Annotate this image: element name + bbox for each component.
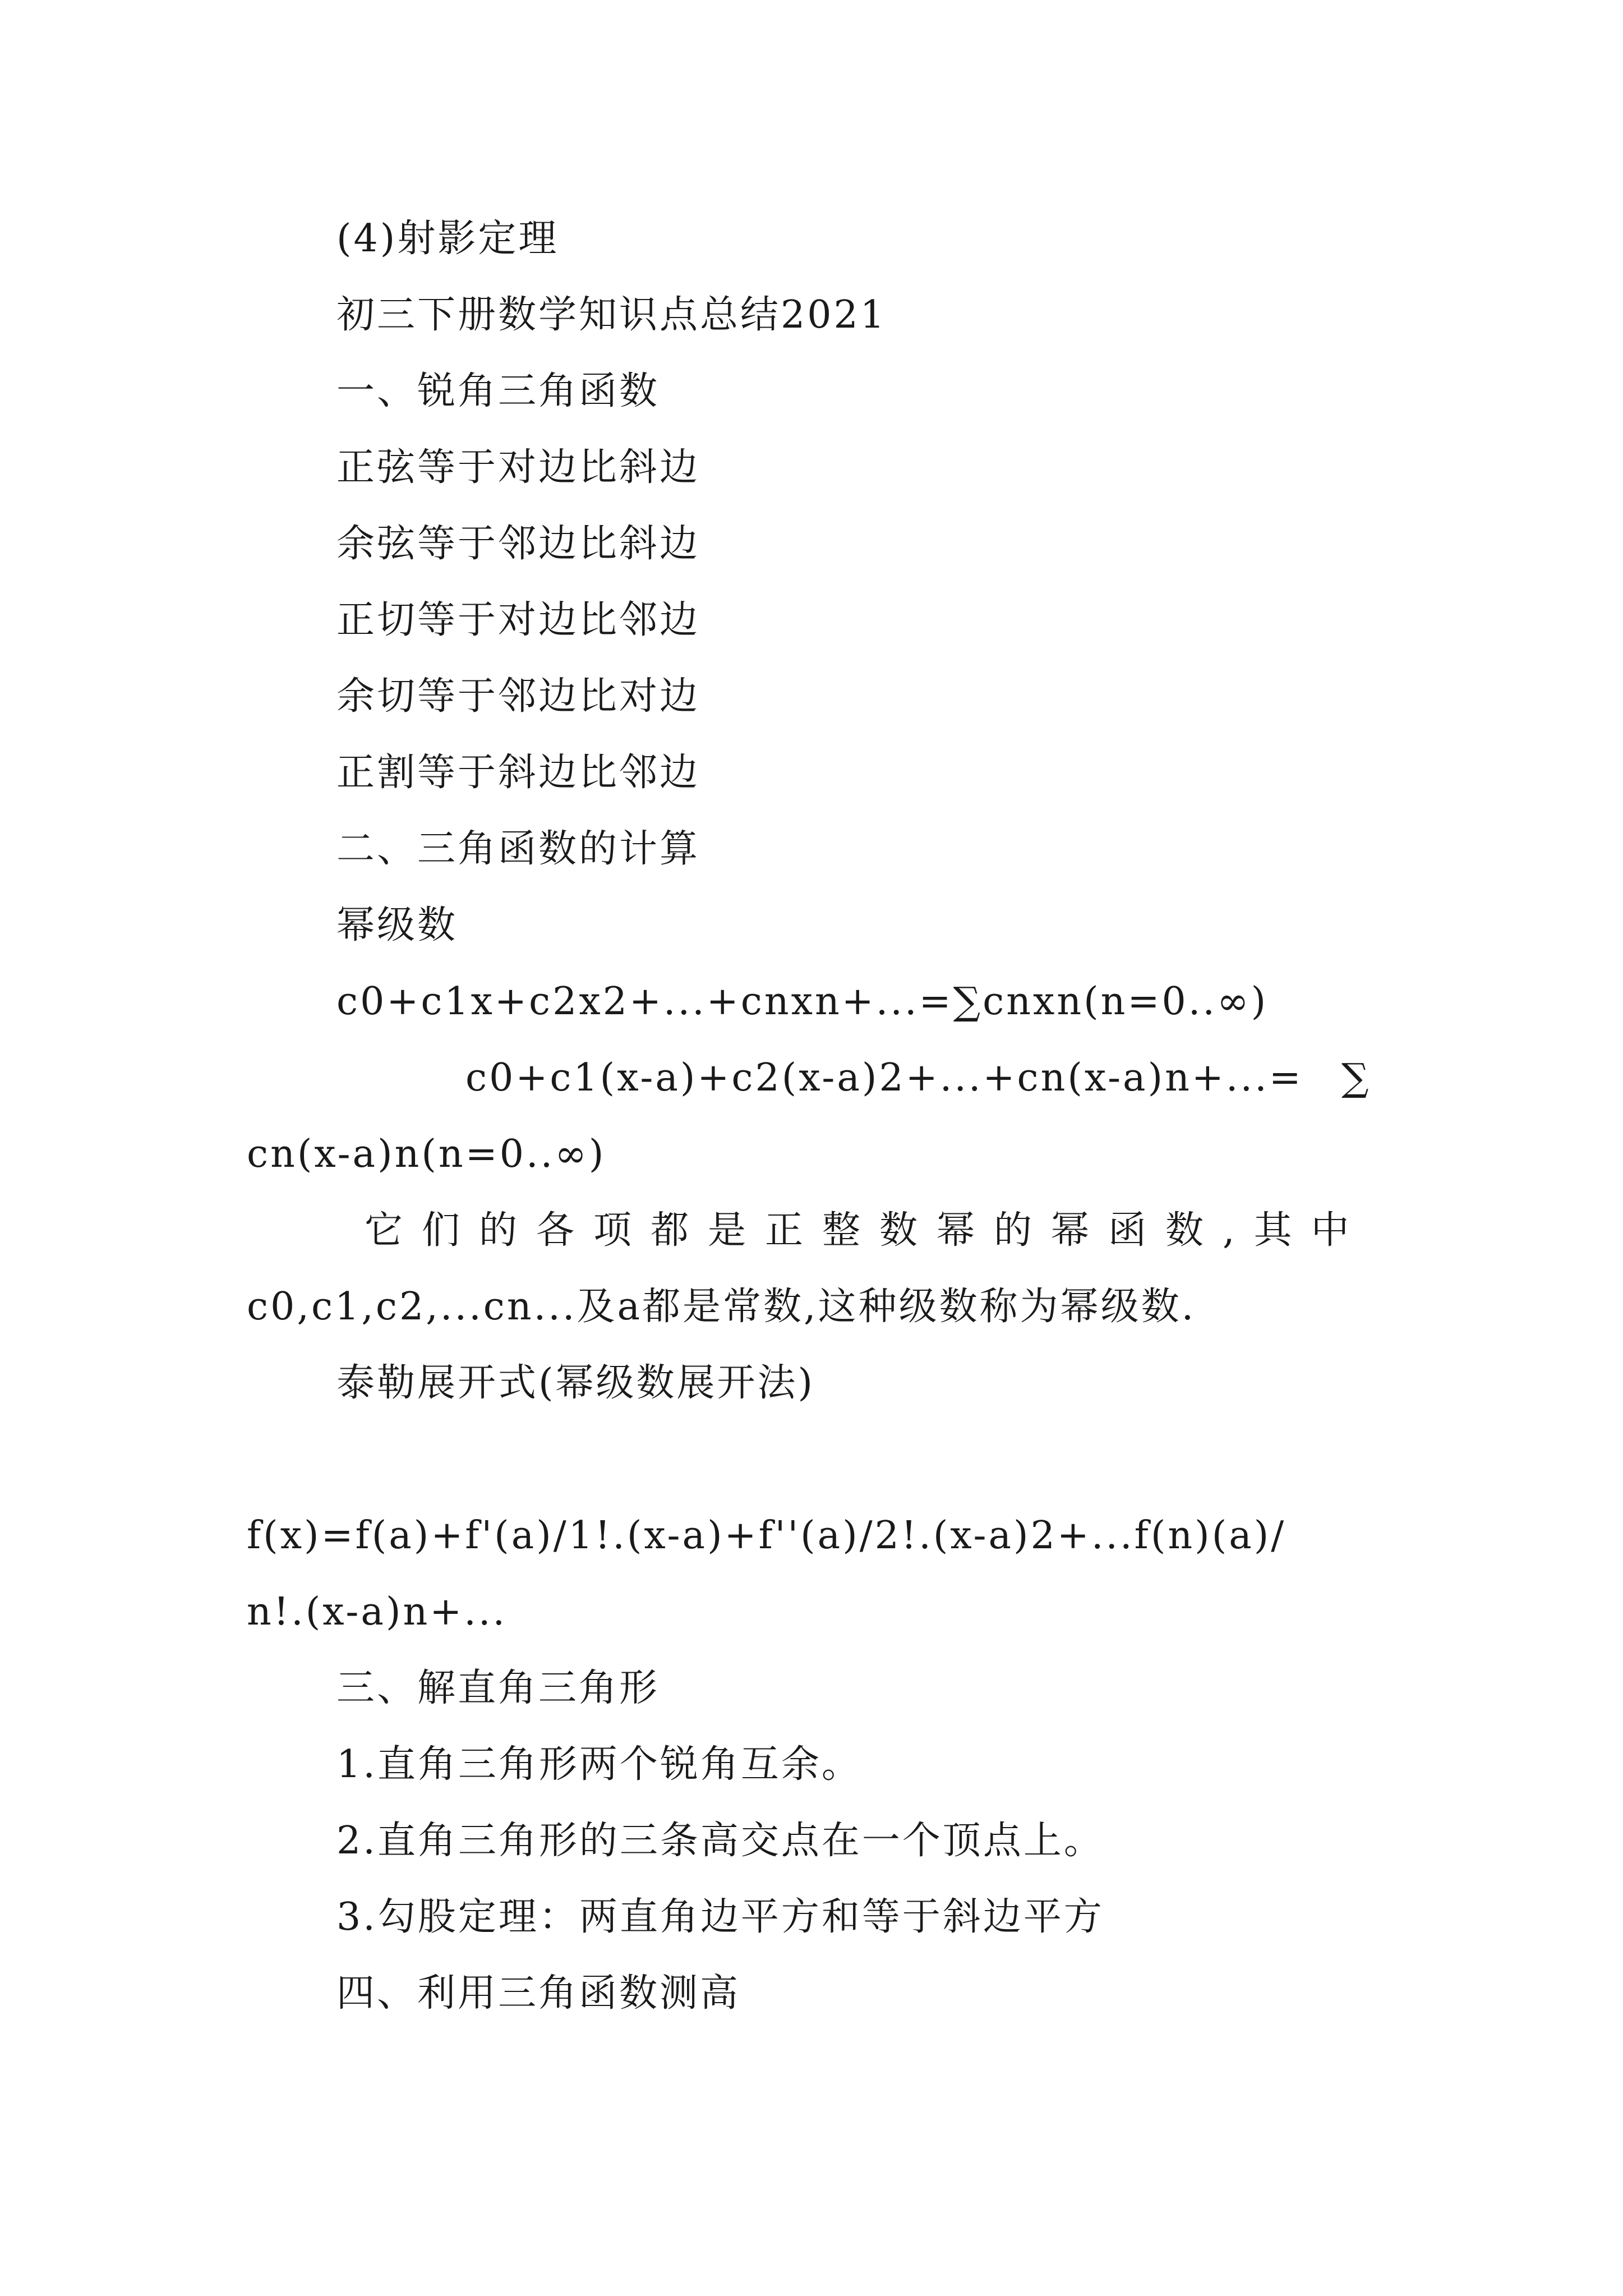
text-line-sine: 正弦等于对边比斜边 xyxy=(336,445,700,490)
formula-taylor: f(x)=f(a)+f'(a)/1!.(x-a)+f''(a)/2!.(x-a)2+...f(n)(a)/ xyxy=(247,1513,1287,1558)
text-line-cotangent: 余切等于邻边比对边 xyxy=(336,674,700,719)
section-heading-right-triangle: 三、解直角三角形 xyxy=(336,1666,660,1710)
section-heading-trig-calc: 二、三角函数的计算 xyxy=(336,827,700,871)
section-heading-acute-trig: 一、锐角三角函数 xyxy=(336,369,660,413)
text-line-tangent: 正切等于对边比邻边 xyxy=(336,598,700,642)
list-item-3: 3.勾股定理：两直角边平方和等于斜边平方 xyxy=(336,1895,1104,1939)
list-item-2: 2.直角三角形的三条高交点在一个顶点上。 xyxy=(336,1819,1104,1863)
paragraph-power-series-desc xyxy=(365,1204,1380,1258)
text-line-secant: 正割等于斜边比邻边 xyxy=(336,751,700,795)
text-line-taylor: 泰勒展开式(幂级数展开法) xyxy=(336,1361,815,1405)
justified-text: 它们的各项都是正整数幂的幂函数,其中 xyxy=(365,1208,1368,1253)
document-title: 初三下册数学知识点总结2021 xyxy=(336,293,887,337)
formula-power-series-shifted-cont: cn(x-a)n(n=0..∞) xyxy=(247,1132,606,1176)
text-line-cosine: 余弦等于邻边比斜边 xyxy=(336,522,700,566)
sum-symbol: ∑ xyxy=(1341,1056,1371,1100)
formula-taylor-cont: n!.(x-a)n+... xyxy=(247,1590,508,1634)
section-heading-height-measure: 四、利用三角函数测高 xyxy=(336,1971,741,2016)
formula-power-series: c0+c1x+c2x2+...+cnxn+...=∑cnxn(n=0..∞) xyxy=(336,979,1269,1024)
paragraph-power-series-desc-cont: c0,c1,c2,...cn...及a都是常数,这种级数称为幂级数. xyxy=(247,1285,1196,1329)
text-line-power-series: 幂级数 xyxy=(336,903,458,947)
heading-projection-theorem: (4)射影定理 xyxy=(336,217,559,261)
formula-power-series-shifted: c0+c1(x-a)+c2(x-a)2+...+cn(x-a)n+...= xyxy=(465,1056,1303,1100)
list-item-1: 1.直角三角形两个锐角互余。 xyxy=(336,1742,862,1787)
